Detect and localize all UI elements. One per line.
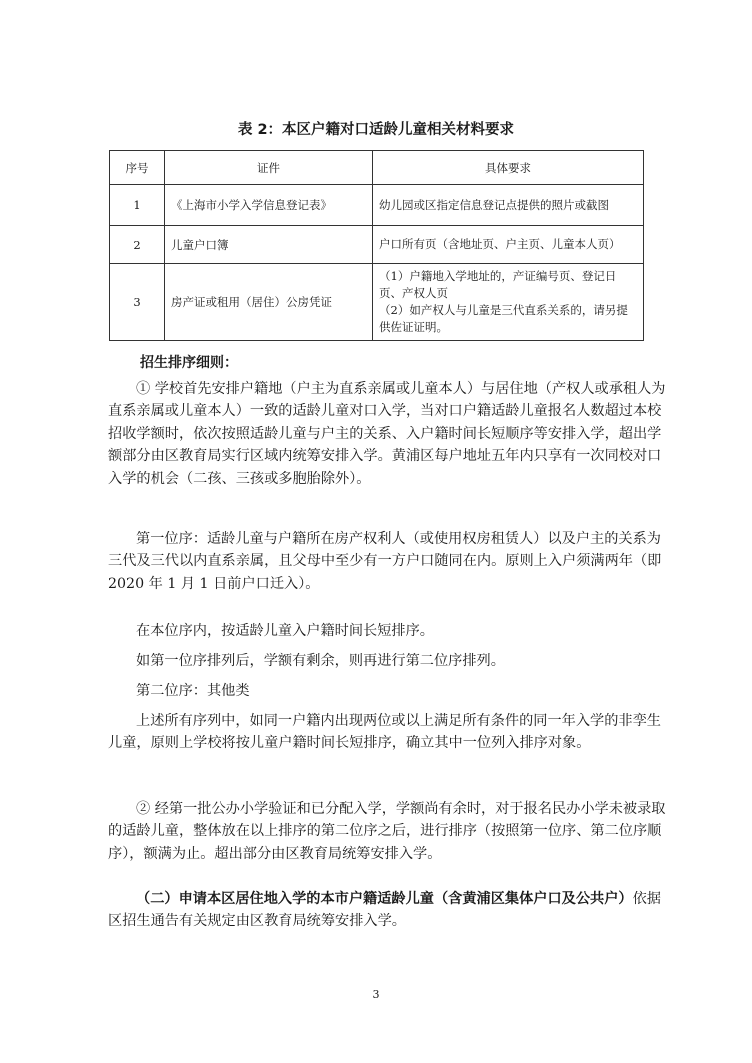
materials-table bbox=[109, 150, 644, 341]
table-title: 表 2：本区户籍对口适龄儿童相关材料要求 bbox=[237, 122, 515, 138]
rule-paragraph-4: 如第一位序排列后，学额有剩余，则再进行第二位序排列。 bbox=[136, 653, 505, 669]
section-two-title: （二）申请本区居住地入学的本市户籍适龄儿童（含黄浦区集体户口及公共户） bbox=[136, 891, 633, 907]
rule-paragraph-7: ② 经第一批公办小学验证和已分配入学，学额尚有余时，对于报名民办小学未被录取的适龄儿童，整体放在以上排序的第二位序之后，进行排序（按照第一位序、第二位序顺序），额满为止。超出部分由区教育局统筹安排入学。 bbox=[108, 801, 666, 862]
requirement-line: （2）如产权人与儿童是三代直系关系的，请另提供佐证证明。 bbox=[379, 303, 628, 334]
section-two-text: 依据区招生通告有关规定由区教育局统筹安排入学。 bbox=[108, 891, 661, 930]
header-requirement: 具体要求 bbox=[373, 151, 644, 185]
section-two-paragraph bbox=[108, 888, 668, 933]
table-header-row bbox=[110, 151, 644, 185]
requirement-line: （1）户籍地入学地址的，产证编号页、登记日页、产权人页 bbox=[379, 269, 617, 300]
row-no: 1 bbox=[110, 185, 165, 226]
header-document: 证件 bbox=[165, 151, 373, 185]
table-row bbox=[110, 185, 644, 226]
row-requirement bbox=[373, 226, 644, 264]
requirement-line: 幼儿园或区指定信息登记点提供的照片或截图 bbox=[379, 197, 609, 212]
row-requirement bbox=[373, 185, 644, 226]
rule-paragraph-2: 第一位序：适龄儿童与户籍所在房产权利人（或使用权房租赁人）以及户主的关系为三代及三代以内直系亲属，且父母中至少有一方户口随同在内。原则上入户须满两年（即 2020 年 1 月 1 日前户口迁入）。 bbox=[108, 531, 662, 592]
row-requirement bbox=[373, 264, 644, 341]
table-row bbox=[110, 226, 644, 264]
row-document: 儿童户口簿 bbox=[165, 226, 373, 264]
rule-paragraph-1: ① 学校首先安排户籍地（户主为直系亲属或儿童本人）与居住地（产权人或承租人为直系亲属或儿童本人）一致的适龄儿童对口入学，当对口户籍适龄儿童报名人数超过本校招收学额时，依次按照适龄儿童与户主的关系、入户籍时间长短顺序等安排入学，超出学额部分由区教育局实行区域内统筹安排入学。黄浦区每户地址五年内只享有一次同校对口入学的机会（二孩、三孩或多胞胎除外）。 bbox=[108, 381, 666, 487]
rule-paragraph-6: 上述所有序列中，如同一户籍内出现两位或以上满足所有条件的同一年入学的非孪生儿童，原则上学校将按儿童户籍时间长短排序，确立其中一位列入排序对象。 bbox=[108, 713, 661, 752]
requirement-line: 户口所有页（含地址页、户主页、儿童本人页） bbox=[379, 237, 621, 251]
header-no: 序号 bbox=[110, 151, 165, 185]
row-document: 房产证或租用（居住）公房凭证 bbox=[165, 264, 373, 341]
rules-heading: 招生排序细则： bbox=[140, 355, 238, 371]
page-number: 3 bbox=[372, 988, 380, 1001]
table-row bbox=[110, 264, 644, 341]
row-no: 3 bbox=[110, 264, 165, 341]
row-document: 《上海市小学入学信息登记表》 bbox=[165, 185, 373, 226]
rule-paragraph-3: 在本位序内，按适龄儿童入户籍时间长短排序。 bbox=[136, 623, 434, 639]
row-no: 2 bbox=[110, 226, 165, 264]
rule-paragraph-5: 第二位序：其他类 bbox=[136, 683, 250, 699]
